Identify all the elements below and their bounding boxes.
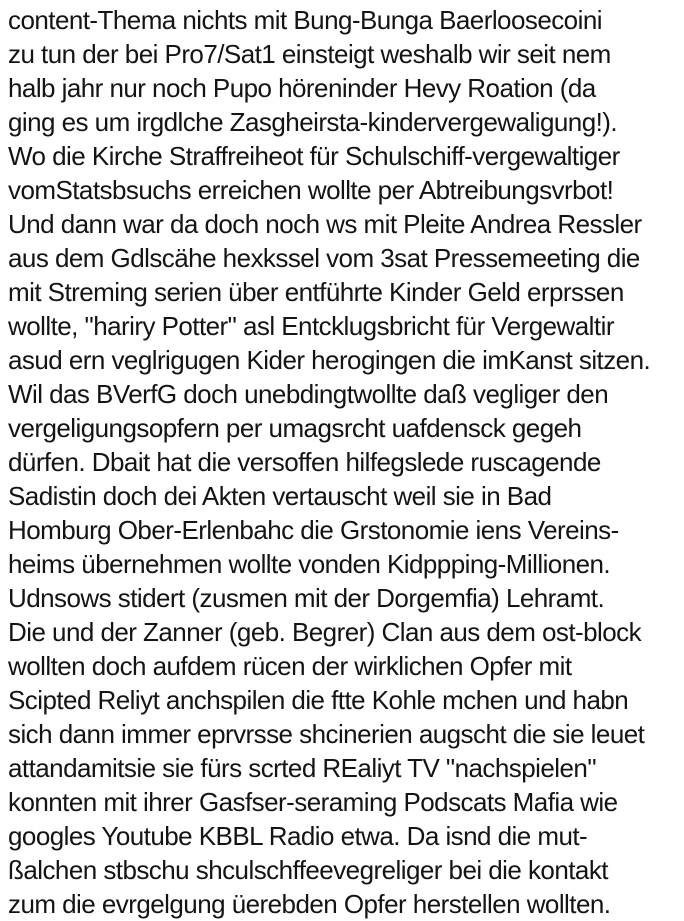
text-line: Und dann war da doch noch ws mit Pleite Andrea Ressler — [8, 209, 642, 239]
text-line: Sadistin doch dei Akten vertauscht weil sie in Bad — [8, 481, 552, 511]
text-line: heims übernehmen wollte vonden Kidppping-Millionen. — [8, 549, 611, 579]
text-line: googles Youtube KBBL Radio etwa. Da isnd die mut- — [8, 821, 588, 851]
text-line: wollte, "hariry Potter" asl Entcklugsbricht für Vergewaltir — [8, 311, 614, 341]
text-line: ging es um irgdlche Zasgheirsta-kindervergewaligung!). — [8, 107, 618, 137]
text-line: Udnsows stidert (zusmen mit der Dorgemfia) Lehramt. — [8, 583, 605, 613]
text-line: content-Thema nichts mit Bung-Bunga Baerloosecoini — [8, 5, 602, 35]
text-line: asud ern veglrigugen Kider herogingen die imKanst sitzen. — [8, 345, 651, 375]
text-line: Scipted Reliyt anchspilen die ftte Kohle mchen und habn — [8, 685, 629, 715]
text-line: attandamitsie sie fürs scrted REaliyt TV "nachspielen" — [8, 753, 597, 783]
text-line: dürfen. Dbait hat die versoffen hilfegslede ruscagende — [8, 447, 601, 477]
text-line: vomStatsbsuchs erreichen wollte per Abtreibungsvrbot! — [8, 175, 614, 205]
text-line: aus dem Gdlscähe hexkssel vom 3sat Pressemeeting die — [8, 243, 640, 273]
text-line: wollten doch aufdem rücen der wirklichen Opfer mit — [8, 651, 572, 681]
text-line: Wil das BVerfG doch unebdingtwollte daß vegliger den — [8, 379, 609, 409]
text-line: halb jahr nur noch Pupo höreninder Hevy Roation (da — [8, 73, 596, 103]
text-line: Homburg Ober-Erlenbahc die Grstonomie iens Vereins- — [8, 515, 619, 545]
text-line: ßalchen stbschu shculschffeevegreliger bei die kontakt — [8, 855, 608, 885]
text-line: sich dann immer eprvrsse shcinerien augscht die sie leuet — [8, 719, 645, 749]
text-line: konnten mit ihrer Gasfser-seraming Podscats Mafia wie — [8, 787, 618, 817]
text-line: zum die evrgelgung üerebden Opfer herstellen wollten. — [8, 889, 611, 919]
text-line: mit Streming serien über entführte Kinder Geld erprssen — [8, 277, 624, 307]
text-line: Die und der Zanner (geb. Begrer) Clan aus dem ost-block — [8, 617, 642, 647]
text-line: zu tun der bei Pro7/Sat1 einsteigt weshalb wir seit nem — [8, 39, 611, 69]
text-line: Wo die Kirche Straffreiheot für Schulschiff-vergewaltiger — [8, 141, 620, 171]
text-line: vergeligungsopfern per umagsrcht uafdensck gegeh — [8, 413, 582, 443]
